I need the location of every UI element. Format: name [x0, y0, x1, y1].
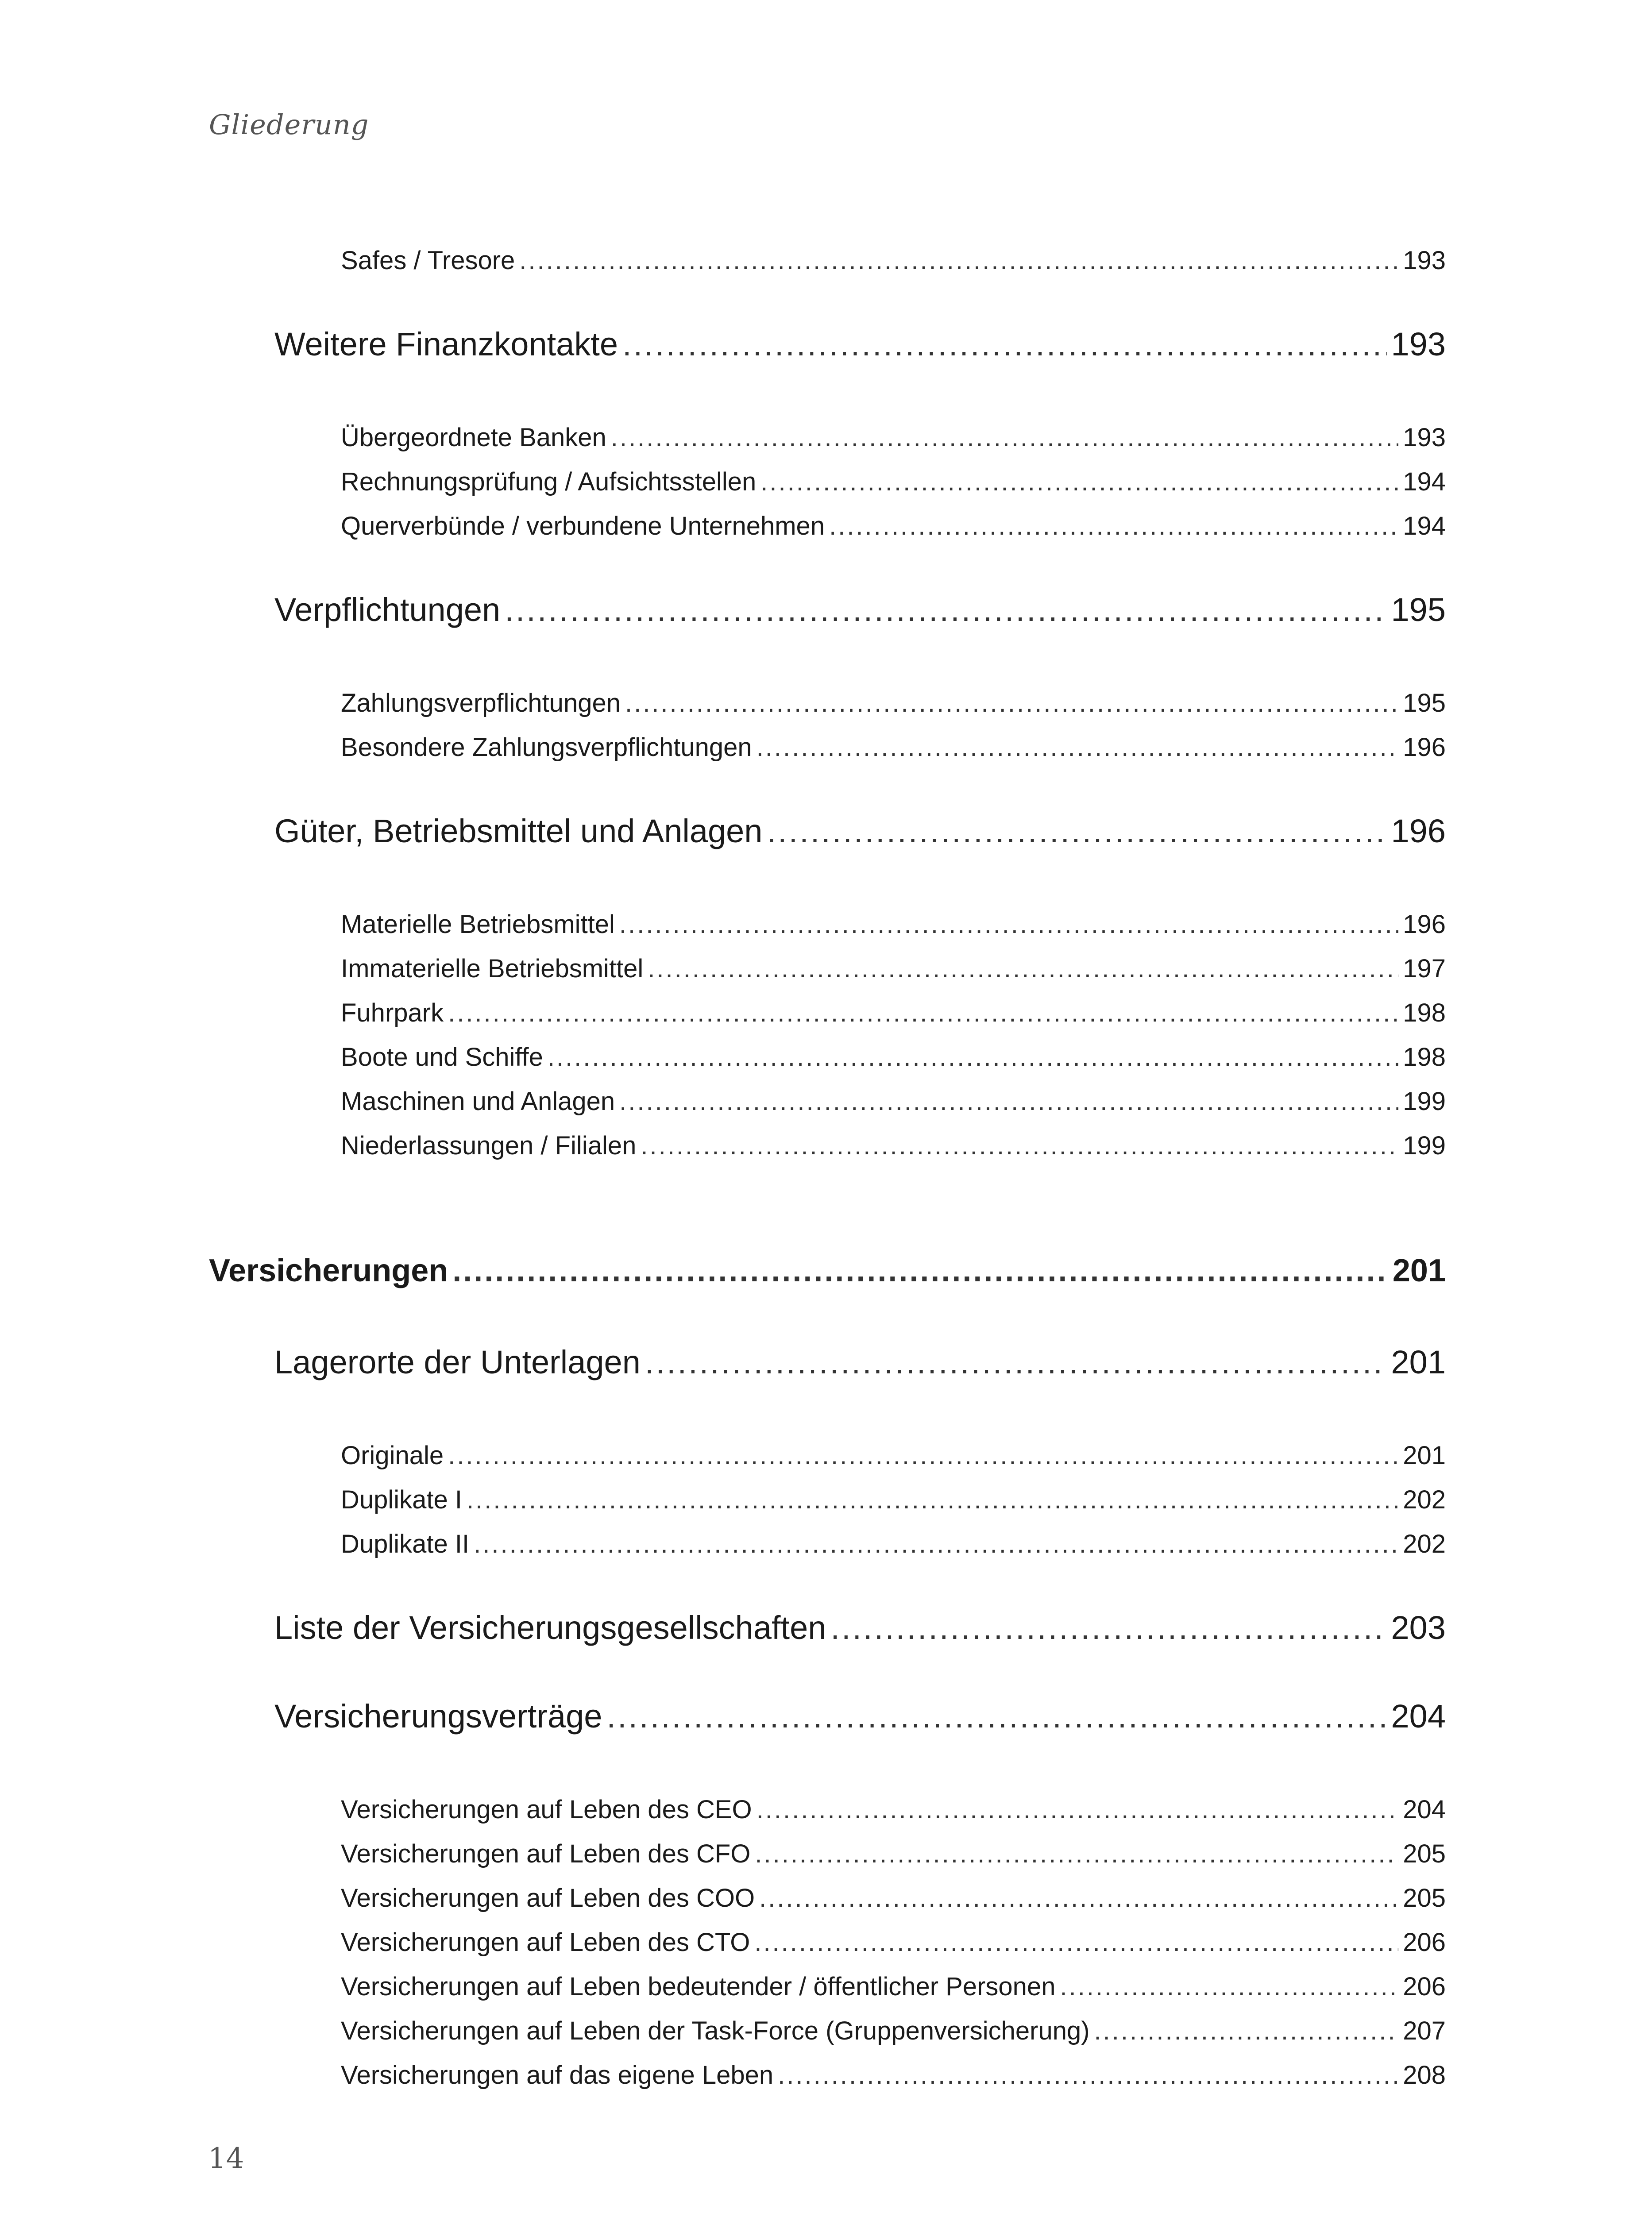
toc-entry-label: Niederlassungen / Filialen [341, 1131, 637, 1160]
dot-leader [519, 246, 1398, 275]
toc-entry-label: Versicherungen auf Leben des COO [341, 1884, 755, 1912]
toc-entry[interactable] [341, 1529, 1446, 1564]
toc-entry-page: 196 [1403, 910, 1446, 939]
toc-entry-page: 207 [1403, 2016, 1446, 2045]
toc-entry[interactable] [341, 1883, 1446, 1918]
toc-entry-label: Versicherungen auf das eigene Leben [341, 2061, 774, 2090]
toc-entry-page: 202 [1403, 1530, 1446, 1558]
toc-entry-page: 199 [1403, 1131, 1446, 1160]
toc-entry[interactable] [274, 591, 1446, 633]
page-number: 14 [208, 2142, 244, 2175]
toc-entry-label: Duplikate I [341, 1485, 463, 1514]
toc-entry-label: Versicherungen auf Leben des CEO [341, 1795, 752, 1824]
dot-leader [448, 998, 1398, 1028]
dot-leader [760, 467, 1398, 497]
toc-entry-label: Liste der Versicherungsgesellschaften [274, 1609, 826, 1646]
toc-entry-page: 193 [1391, 326, 1446, 362]
toc-entry-page: 198 [1403, 999, 1446, 1027]
toc-entry-label: Versicherungen auf Leben des CFO [341, 1839, 751, 1868]
dot-leader [754, 1928, 1398, 1957]
toc-entry-page: 194 [1403, 512, 1446, 540]
toc-entry-page: 205 [1403, 1884, 1446, 1912]
toc-entry-label: Duplikate II [341, 1530, 470, 1558]
dot-leader [648, 954, 1398, 983]
toc-entry[interactable] [341, 2016, 1446, 2051]
dot-leader [467, 1485, 1398, 1515]
toc-entry[interactable] [341, 1839, 1446, 1874]
toc-entry-page: 193 [1403, 246, 1446, 275]
toc-entry-page: 201 [1391, 1344, 1446, 1380]
toc-entry-label: Lagerorte der Unterlagen [274, 1344, 641, 1380]
toc-entry[interactable] [341, 733, 1446, 767]
dot-leader [606, 1697, 1386, 1735]
toc-entry-label: Weitere Finanzkontakte [274, 326, 618, 362]
toc-entry-page: 198 [1403, 1043, 1446, 1072]
dot-leader [641, 1131, 1398, 1160]
toc-entry[interactable] [341, 1042, 1446, 1077]
dot-leader [619, 1087, 1398, 1116]
toc-entry[interactable] [274, 1609, 1446, 1651]
toc-entry-label: Safes / Tresore [341, 246, 515, 275]
dot-leader [1094, 2016, 1399, 2046]
toc-entry[interactable] [274, 1697, 1446, 1740]
toc-entry-label: Zahlungsverpflichtungen [341, 689, 621, 717]
dot-leader [767, 812, 1386, 850]
toc-entry[interactable] [341, 467, 1446, 501]
toc-entry-page: 201 [1392, 1253, 1446, 1288]
toc-entry-page: 199 [1403, 1087, 1446, 1116]
dot-leader [611, 423, 1398, 452]
toc-entry[interactable] [341, 423, 1446, 457]
toc-entry-page: 204 [1391, 1698, 1446, 1735]
toc-entry[interactable] [341, 1131, 1446, 1165]
toc-entry-page: 204 [1403, 1795, 1446, 1824]
toc-entry[interactable] [341, 1928, 1446, 1962]
toc-entry-page: 196 [1403, 733, 1446, 762]
dot-leader [448, 1441, 1398, 1470]
toc-entry-label: Querverbünde / verbundene Unternehmen [341, 512, 825, 540]
dot-leader [759, 1883, 1398, 1913]
toc-entry-page: 193 [1403, 423, 1446, 452]
toc-entry-page: 195 [1403, 689, 1446, 717]
toc-entry-label: Besondere Zahlungsverpflichtungen [341, 733, 752, 762]
toc-entry-page: 197 [1403, 954, 1446, 983]
toc-entry-label: Maschinen und Anlagen [341, 1087, 615, 1116]
toc-entry-label: Verpflichtungen [274, 591, 501, 628]
dot-leader [830, 1609, 1386, 1646]
toc-entry-label: Güter, Betriebsmittel und Anlagen [274, 813, 763, 849]
toc-entry[interactable] [341, 246, 1446, 280]
toc-entry-page: 205 [1403, 1839, 1446, 1868]
toc-entry[interactable] [341, 910, 1446, 944]
toc-entry-page: 206 [1403, 1972, 1446, 2001]
toc-entry-page: 195 [1391, 591, 1446, 628]
toc-entry[interactable] [341, 511, 1446, 546]
toc-entry[interactable] [274, 325, 1446, 368]
dot-leader [505, 591, 1386, 628]
toc-entry-page: 203 [1391, 1609, 1446, 1646]
dot-leader [755, 1839, 1398, 1869]
toc-entry[interactable] [274, 1343, 1446, 1386]
toc-entry[interactable] [341, 1441, 1446, 1475]
toc-chapter-entry[interactable] [209, 1253, 1446, 1295]
dot-leader [548, 1042, 1398, 1072]
toc-entry[interactable] [341, 998, 1446, 1033]
toc-entry[interactable] [341, 1087, 1446, 1121]
toc-entry-page: 206 [1403, 1928, 1446, 1957]
toc-entry-page: 196 [1391, 813, 1446, 849]
toc-entry-page: 202 [1403, 1485, 1446, 1514]
dot-leader [778, 2060, 1398, 2090]
toc-entry-label: Fuhrpark [341, 999, 444, 1027]
toc-entry[interactable] [341, 2060, 1446, 2095]
toc-entry-label: Versicherungsverträge [274, 1698, 602, 1735]
toc-entry[interactable] [341, 954, 1446, 988]
dot-leader [622, 325, 1387, 363]
dot-leader [452, 1253, 1388, 1289]
toc-entry-page: 201 [1403, 1441, 1446, 1470]
dot-leader [757, 733, 1399, 762]
dot-leader [757, 1795, 1399, 1824]
toc-entry-label: Übergeordnete Banken [341, 423, 606, 452]
dot-leader [625, 688, 1398, 718]
toc-entry-label: Boote und Schiffe [341, 1043, 543, 1072]
toc-entry[interactable] [274, 812, 1446, 855]
toc-entry-page: 208 [1403, 2061, 1446, 2090]
toc-entry-label: Versicherungen auf Leben bedeutender / öffentlicher Personen [341, 1972, 1056, 2001]
toc-entry[interactable] [341, 1795, 1446, 1829]
toc-entry-label: Originale [341, 1441, 444, 1470]
toc-entry-label: Rechnungsprüfung / Aufsichtsstellen [341, 467, 757, 496]
dot-leader [619, 910, 1398, 939]
dot-leader [829, 511, 1398, 541]
toc-entry-label: Versicherungen auf Leben der Task-Force (Gruppenversicherung) [341, 2016, 1090, 2045]
toc-entry-label: Versicherungen auf Leben des CTO [341, 1928, 750, 1957]
toc-entry-label: Immaterielle Betriebsmittel [341, 954, 644, 983]
dot-leader [645, 1343, 1387, 1381]
running-header: Gliederung [209, 108, 369, 141]
dot-leader [474, 1529, 1398, 1559]
toc-entry[interactable] [341, 1972, 1446, 2006]
toc-entry-page: 194 [1403, 467, 1446, 496]
dot-leader [1060, 1972, 1398, 2001]
toc-entry[interactable] [341, 688, 1446, 723]
toc-entry[interactable] [341, 1485, 1446, 1519]
toc-entry-label: Versicherungen [209, 1253, 448, 1288]
toc-entry-label: Materielle Betriebsmittel [341, 910, 615, 939]
